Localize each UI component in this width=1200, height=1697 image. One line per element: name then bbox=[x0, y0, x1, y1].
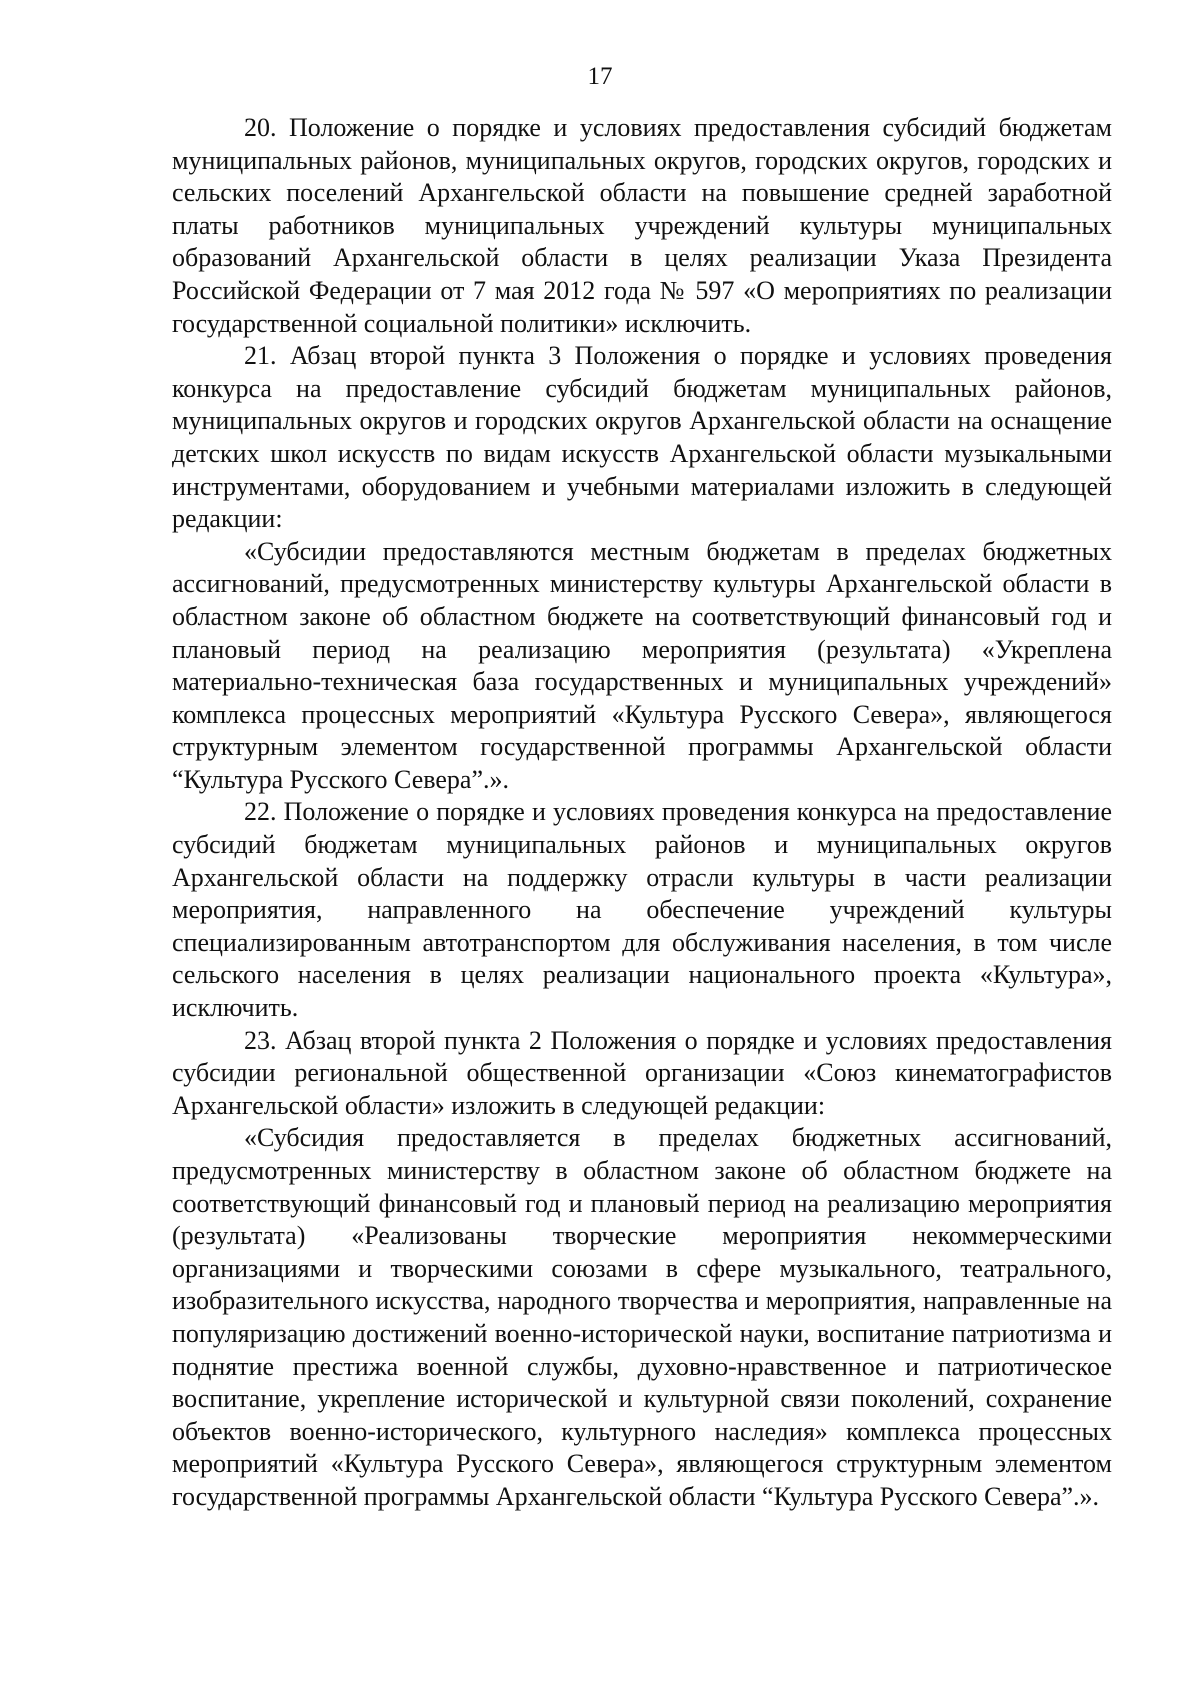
paragraph-item-23: 23. Абзац второй пункта 2 Положения о порядке и условиях предоставления субсидии региональной общественной организации «Союз кинематографистов Архангельской области» изложить в следующей редакции: bbox=[172, 1025, 1112, 1120]
document-body bbox=[172, 112, 1112, 1514]
paragraph-quote-23: «Субсидия предоставляется в пределах бюджетных ассигнований, предусмотренных министерству в областном законе об областном бюджете на соответствующий финансовый год и плановый период на реализацию мероприятия (результата) «Реализованы творческие мероприятия некоммерческими организациями и творческими союзами в сфере музыкального, театрального, изобразительного искусства, народного творчества и мероприятия, направленные на популяризацию достижений военно-исторической науки, воспитание патриотизма и поднятие престижа военной службы, духовно-нравственное и патриотическое воспитание, укрепление исторической и культурной связи поколений, сохранение объектов военно-исторического, культурного наследия» комплекса процессных мероприятий «Культура Русского Севера», являющегося структурным элементом государственной программы Архангельской области “Культура Русского Севера”.». bbox=[172, 1123, 1112, 1511]
paragraph-item-20: 20. Положение о порядке и условиях предоставления субсидий бюджетам муниципальных районов, муниципальных округов, городских округов, городских и сельских поселений Архангельской области на повышение средней заработной платы работников муниципальных учреждений культуры муниципальных образований Архангельской области в целях реализации Указа Президента Российской Федерации от 7 мая 2012 года № 597 «О мероприятиях по реализации государственной социальной политики» исключить. bbox=[172, 113, 1112, 338]
paragraph-item-22: 22. Положение о порядке и условиях проведения конкурса на предоставление субсидий бюджетам муниципальных районов и муниципальных округов Архангельской области на поддержку отрасли культуры в части реализации мероприятия, направленного на обеспечение учреждений культуры специализированным автотранспортом для обслуживания населения, в том числе сельского населения в целях реализации национального проекта «Культура», исключить. bbox=[172, 797, 1112, 1023]
paragraph-quote-21: «Субсидии предоставляются местным бюджетам в пределах бюджетных ассигнований, предусмотренных министерству культуры Архангельской области в областном законе об областном бюджете на соответствующий финансовый год и плановый период на реализацию мероприятия (результата) «Укреплена материально-техническая база государственных и муниципальных учреждений» комплекса процессных мероприятий «Культура Русского Севера», являющегося структурным элементом государственной программы Архангельской области “Культура Русского Севера”.». bbox=[172, 536, 1112, 794]
page-number: 17 bbox=[587, 63, 613, 90]
paragraph-item-21: 21. Абзац второй пункта 3 Положения о порядке и условиях проведения конкурса на предоставление субсидий бюджетам муниципальных районов, муниципальных округов и городских округов Архангельской области на оснащение детских школ искусств по видам искусств Архангельской области музыкальными инструментами, оборудованием и учебными материалами изложить в следующей редакции: bbox=[172, 341, 1112, 534]
